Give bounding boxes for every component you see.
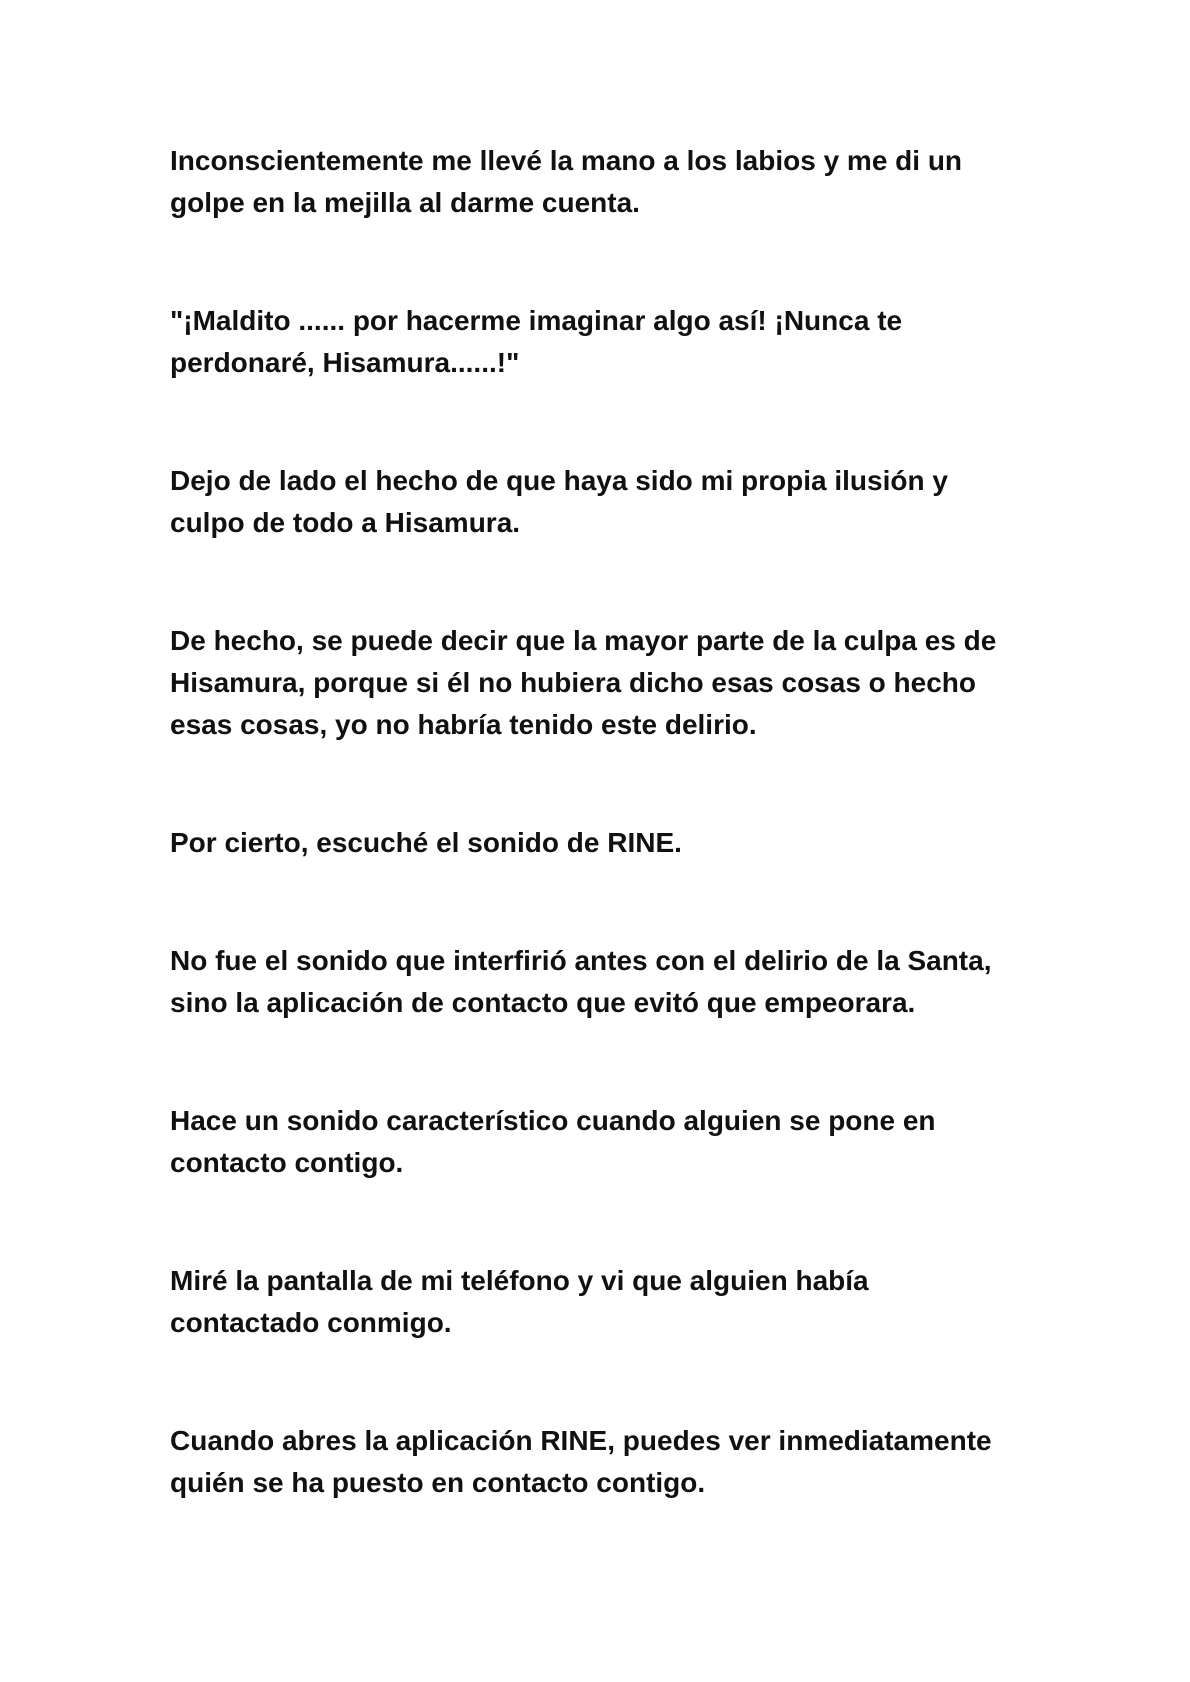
paragraph: Por cierto, escuché el sonido de RINE. xyxy=(170,827,682,858)
paragraph: Hace un sonido característico cuando alguien se pone en contacto contigo. xyxy=(170,1105,936,1178)
paragraph: Cuando abres la aplicación RINE, puedes ver inmediatamente quién se ha puesto en contacto contigo. xyxy=(170,1425,992,1498)
paragraph: Inconscientemente me llevé la mano a los labios y me di un golpe en la mejilla al darme cuenta. xyxy=(170,145,963,218)
paragraph: "¡Maldito ...... por hacerme imaginar algo así! ¡Nunca te perdonaré, Hisamura......!" xyxy=(170,305,903,378)
paragraph: Miré la pantalla de mi teléfono y vi que alguien había contactado conmigo. xyxy=(170,1265,869,1338)
paragraph: No fue el sonido que interfirió antes con el delirio de la Santa, sino la aplicación de contacto que evitó que empeorara. xyxy=(170,945,992,1018)
document-body xyxy=(170,140,1030,1580)
paragraph: De hecho, se puede decir que la mayor parte de la culpa es de Hisamura, porque si él no hubiera dicho esas cosas o hecho esas cosas, yo no habría tenido este delirio. xyxy=(170,625,997,740)
paragraph: Dejo de lado el hecho de que haya sido mi propia ilusión y culpo de todo a Hisamura. xyxy=(170,465,948,538)
